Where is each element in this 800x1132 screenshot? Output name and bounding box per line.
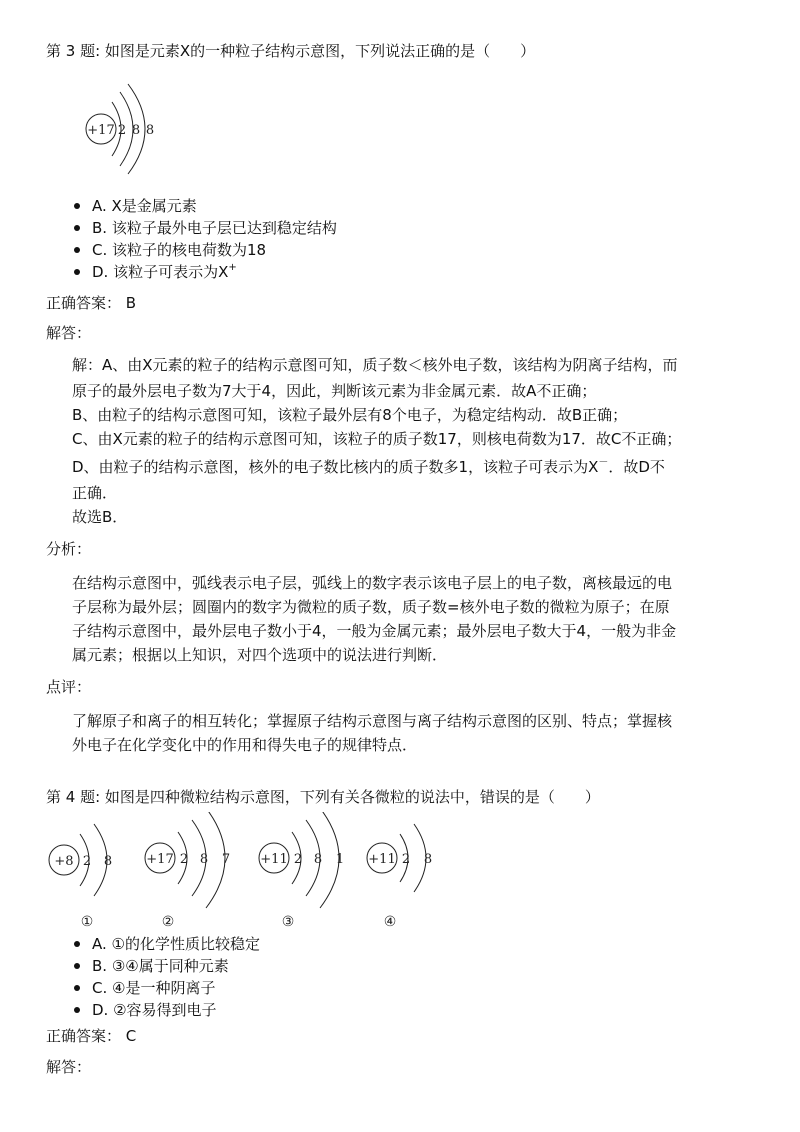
q3-analysis-line: 在结构示意图中，弧线表示电子层，弧线上的数字表示该电子层上的电子数，离核最远的电 [72,574,673,592]
q3-answer-label: 正确答案： [46,294,122,312]
q3-title: 第 3 题: 如图是元素X的一种粒子结构示意图，下列说法正确的是（ ） [46,42,536,60]
q4-d2-shell-count: 8 [199,852,209,867]
q3-shell-count-3: 8 [145,123,155,138]
q4-option-b-bullet [74,963,80,969]
q4-option-a[interactable]: A. ①的化学性质比较稳定 [92,935,260,953]
q3-analysis-label: 分析： [46,540,92,558]
q3-shell-count-2: 8 [131,123,141,138]
q4-d3-shell-count: 8 [313,852,323,867]
q4-d4-shell-count: 8 [423,852,433,867]
q3-option-c-bullet [74,247,80,253]
q3-analysis-line: 属元素；根据以上知识，对四个选项中的说法进行判断． [72,646,448,664]
q4-diagrams [44,812,444,932]
q4-solution-label: 解答： [46,1058,92,1076]
q3-shell-count-1: 2 [117,123,127,138]
q4-diagram-2 [145,812,230,930]
q3-solution-line: 故选B． [72,508,128,526]
q3-option-d-bullet [74,269,80,275]
q4-diagram-3 [259,812,344,930]
q4-answer [46,1025,136,1047]
q3-option-c[interactable]: C. 该粒子的核电荷数为18 [92,241,267,259]
q3-solution-line: 解：A、由X元素的粒子的结构示意图可知，质子数＜核外电子数，该结构为阴离子结构，而 [72,356,678,374]
q3-option-a[interactable]: A. X是金属元素 [92,197,197,215]
q3-atom-diagram [78,80,168,175]
q3-answer [46,292,136,314]
q3-solution-d-charge: － [598,457,609,468]
q4-answer-label: 正确答案： [46,1027,122,1045]
q3-comment-line: 外电子在化学变化中的作用和得失电子的规律特点． [72,736,418,754]
q4-d1-shell-count: 2 [82,854,92,869]
q3-analysis-line: 子结构示意图中，最外层电子数小于4，一般为金属元素；最外层电子数大于4，一般为非金 [72,622,677,640]
q3-option-b-bullet [74,225,80,231]
q3-nucleus-label: +17 [87,123,115,138]
q3-solution-d-text: D、由粒子的结构示意图，核外的电子数比核内的质子数多1，该粒子可表示为X [72,458,599,476]
q3-solution-d-tail: ．故D不 [608,458,665,476]
q4-d3-nucleus-label: +11 [260,852,288,867]
q3-answer-value: B [125,294,137,312]
q3-solution-label: 解答： [46,324,92,342]
q4-option-d-bullet [74,1007,80,1013]
q4-d2-shell-count: 2 [179,852,189,867]
q4-option-c-bullet [74,985,80,991]
q3-option-b[interactable]: B. 该粒子最外电子层已达到稳定结构 [92,219,337,237]
q4-diagram-4 [367,824,432,930]
q3-solution-line: 原子的最外层电子数为7大于4，因此，判断该元素为非金属元素．故A不正确； [72,382,597,400]
q3-solution-line: C、由X元素的粒子的结构示意图可知，该粒子的质子数17，则核电荷数为17．故C不正确； [72,430,682,448]
q4-d1-shell-count: 8 [103,854,113,869]
q4-option-b[interactable]: B. ③④属于同种元素 [92,957,229,975]
q4-d3-shell-count: 1 [335,852,345,867]
q4-answer-value: C [125,1027,137,1045]
q4-d4-shell-count: 2 [401,852,411,867]
q4-d4-nucleus-label: +11 [368,852,396,867]
q3-option-d[interactable] [92,261,237,283]
q4-d3-label: ③ [281,914,295,930]
q3-option-a-bullet [74,203,80,209]
q3-comment-line: 了解原子和离子的相互转化；掌握原子结构示意图与离子结构示意图的区别、特点；掌握核 [72,712,673,730]
q3-analysis-line: 子层称为最外层；圆圈内的数字为微粒的质子数，质子数=核外电子数的微粒为原子；在原 [72,598,670,616]
q4-d1-label: ① [80,914,94,930]
q4-option-c[interactable]: C. ④是一种阴离子 [92,979,216,997]
q4-option-d[interactable]: D. ②容易得到电子 [92,1001,217,1019]
q4-title: 第 4 题: 如图是四种微粒结构示意图，下列有关各微粒的说法中，错误的是（ ） [46,788,600,806]
q4-d4-label: ④ [383,914,397,930]
q4-d2-label: ② [161,914,175,930]
q4-d2-nucleus-label: +17 [146,852,174,867]
q4-option-a-bullet [74,941,80,947]
q4-d3-shell-count: 2 [293,852,303,867]
q3-solution-line [72,456,665,478]
q3-solution-line: B、由粒子的结构示意图可知，该粒子最外层有8个电子，为稳定结构动．故B正确； [72,406,628,424]
q3-solution-line: 正确． [72,484,118,502]
q4-d2-shell-count: 7 [221,852,231,867]
q3-option-d-charge: + [228,262,237,273]
q4-diagram-1 [49,824,112,930]
q3-option-d-text: D. 该粒子可表示为X [92,263,229,281]
q4-d1-nucleus-label: +8 [54,854,74,869]
q3-comment-label: 点评： [46,678,92,696]
